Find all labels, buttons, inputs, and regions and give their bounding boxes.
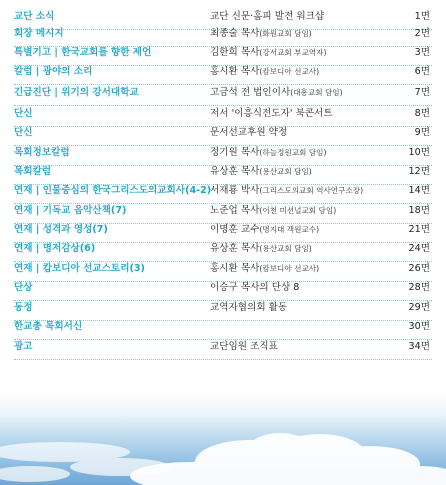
toc-row (0, 334, 446, 360)
toc-section: 특별기고 | 한국교회를 향한 제언 (14, 47, 152, 58)
toc-section: 회장 메시지 (14, 28, 64, 39)
toc-section: 연재 | 인물중심의 한국그리스도의교회사(4-2) (14, 185, 212, 196)
toc-item-affiliation: (강서교회 부교역자) (259, 48, 327, 57)
toc-page: 12면 (408, 166, 430, 177)
toc-item-affiliation: (명지대 객원교수) (259, 225, 320, 234)
toc-item-name: 김한희 목사 (210, 47, 260, 58)
toc-item (210, 334, 278, 360)
toc-item-name: 홍시환 목사 (210, 263, 260, 274)
toc-item-name: 유상훈 목사 (210, 166, 260, 177)
toc-item-affiliation: (이천 미션널교회 담임) (259, 206, 337, 215)
toc-item-affiliation: (하늘정원교회 담임) (259, 148, 327, 157)
toc-page: 3면 (414, 47, 430, 58)
toc-page: 7면 (414, 87, 430, 98)
toc-item-affiliation: (용산교회 담임) (259, 244, 312, 253)
toc-item-affiliation: (캄보디아 선교사) (259, 67, 320, 76)
toc-page: 9면 (414, 127, 430, 138)
toc-item-name: 최종술 목사 (210, 28, 260, 39)
toc-item-name: 이명훈 교수 (210, 224, 260, 235)
toc-section: 목회정보칼럼 (14, 147, 70, 158)
toc-page: 28면 (408, 282, 430, 293)
toc-page: 2면 (414, 28, 430, 39)
toc-item-name: 유상훈 목사 (210, 243, 260, 254)
toc-item-name: 문서선교후원 약정 (210, 127, 288, 138)
toc-page: 1면 (414, 11, 430, 22)
toc-item-name: 교단임원 조직표 (210, 341, 278, 352)
toc-item-name: 저서 '이흥식전도자' 북콘서트 (210, 108, 333, 119)
toc-section: 교단 소식 (14, 11, 55, 22)
toc-section: 단신 (14, 108, 33, 119)
toc-item-name: 홍시환 목사 (210, 66, 260, 77)
toc-item-name: 이승구 목사의 단상 8 (210, 282, 300, 293)
toc-page: 29면 (408, 302, 430, 313)
toc-section: 칼럼 | 광야의 소리 (14, 66, 93, 77)
toc-section: 연재 | 기독교 음악산책(7) (14, 205, 127, 216)
toc-page: 6면 (414, 66, 430, 77)
toc-page: 18면 (408, 205, 430, 216)
toc-item-affiliation: (캄보디아 선교사) (259, 264, 320, 273)
toc-item-name: 고금석 전 법인이사 (210, 87, 291, 98)
toc-item-name: 노준업 목사 (210, 205, 260, 216)
toc-page: 26면 (408, 263, 430, 274)
toc-item-name: 정기원 목사 (210, 147, 260, 158)
toc-page: 24면 (408, 243, 430, 254)
toc-page: 34면 (408, 341, 430, 352)
toc-section: 연재 | 캄보디아 선교스토리(3) (14, 263, 145, 274)
toc-section: 긴급진단 | 위기의 강서대학교 (14, 87, 139, 98)
toc-section: 광고 (14, 341, 33, 352)
toc-section: 연재 | 명저감상(6) (14, 243, 96, 254)
cloud-illustration (0, 392, 446, 485)
toc-section: 목회칼럼 (14, 166, 52, 177)
toc-page: 8면 (414, 108, 430, 119)
toc-section: 연재 | 성격과 영성(7) (14, 224, 108, 235)
toc-item-name: 교역자협의회 활동 (210, 302, 288, 313)
toc-item-name: 교단 신문·홈피 발전 워크샵 (210, 11, 325, 22)
toc-page: 14면 (408, 185, 430, 196)
toc-section: 동정 (14, 302, 33, 313)
toc-page: 30면 (408, 321, 430, 332)
toc-section: 한교총 목회서신 (14, 321, 83, 332)
toc-item-affiliation: (대흥교회 담임) (290, 88, 343, 97)
toc-page: 21면 (408, 224, 430, 235)
toc-item-affiliation: (그리스도의교회 역사연구소장) (259, 186, 364, 195)
toc-section: 단신 (14, 127, 33, 138)
toc-section: 단상 (14, 282, 33, 293)
toc-divider (14, 359, 432, 360)
toc-item-affiliation: (화원교회 담임) (259, 29, 312, 38)
sky-background-image (0, 392, 446, 485)
toc-page: 10면 (408, 147, 430, 158)
toc-item-affiliation: (용산교회 담임) (259, 167, 312, 176)
toc-item-name: 서재룡 박사 (210, 185, 260, 196)
